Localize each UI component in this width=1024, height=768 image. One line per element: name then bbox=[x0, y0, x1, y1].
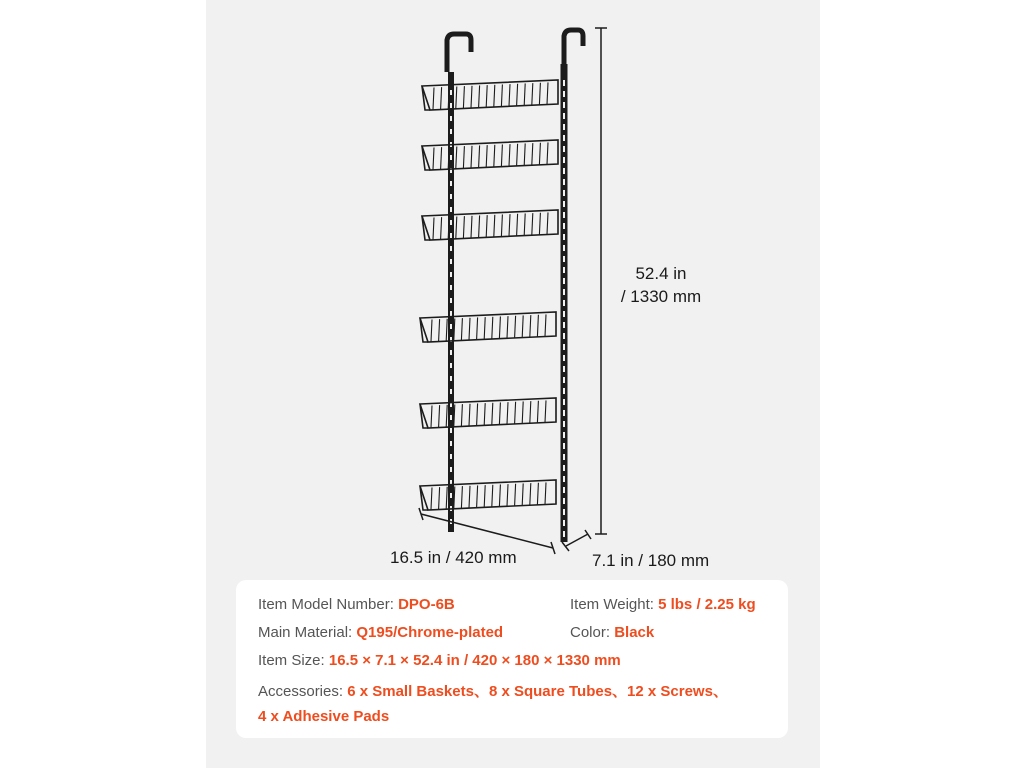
spec-material bbox=[258, 624, 503, 641]
basket-1 bbox=[422, 80, 558, 110]
basket-frame bbox=[420, 480, 556, 510]
weight-label: Item Weight: bbox=[570, 596, 654, 613]
size-label: Item Size: bbox=[258, 652, 325, 669]
spec-size bbox=[258, 652, 621, 669]
basket-frame bbox=[422, 210, 558, 240]
model-label: Item Model Number: bbox=[258, 596, 394, 613]
basket-2 bbox=[422, 140, 558, 170]
basket-frame bbox=[420, 312, 556, 342]
baskets bbox=[420, 80, 558, 510]
spec-accessories-continued bbox=[258, 708, 389, 725]
height-dimension-label bbox=[606, 262, 716, 308]
model-value: DPO-6B bbox=[398, 596, 455, 613]
accessories-value-line-2: 4 x Adhesive Pads bbox=[258, 708, 390, 725]
depth-dimension-label: 7.1 in / 180 mm bbox=[592, 551, 710, 570]
spec-model bbox=[258, 596, 455, 613]
spec-accessories bbox=[258, 680, 728, 701]
basket-6 bbox=[420, 480, 556, 510]
height-inches: 52.4 in bbox=[635, 264, 687, 283]
width-dimension-label: 16.5 in / 420 mm bbox=[390, 548, 517, 567]
accessories-label: Accessories: bbox=[258, 683, 344, 700]
specification-card bbox=[236, 580, 788, 738]
height-millimeters: / 1330 mm bbox=[620, 287, 702, 306]
basket-3 bbox=[422, 210, 558, 240]
left-door-hook bbox=[447, 34, 471, 72]
right-door-hook bbox=[564, 30, 583, 64]
accessories-value-line-1: 6 x Small Baskets、8 x Square Tubes、12 x Screws、 bbox=[347, 683, 728, 700]
material-label: Main Material: bbox=[258, 624, 353, 641]
spec-color bbox=[570, 624, 654, 641]
color-label: Color: bbox=[570, 624, 611, 641]
color-value: Black bbox=[614, 624, 655, 641]
size-value: 16.5 × 7.1 × 52.4 in / 420 × 180 × 1330 mm bbox=[328, 652, 621, 669]
weight-value: 5 lbs / 2.25 kg bbox=[658, 596, 756, 613]
basket-frame bbox=[422, 80, 558, 110]
material-value: Q195/Chrome-plated bbox=[356, 624, 504, 641]
spec-weight bbox=[570, 596, 756, 613]
basket-frame bbox=[422, 140, 558, 170]
basket-5 bbox=[420, 398, 556, 428]
basket-frame bbox=[420, 398, 556, 428]
basket-4 bbox=[420, 312, 556, 342]
